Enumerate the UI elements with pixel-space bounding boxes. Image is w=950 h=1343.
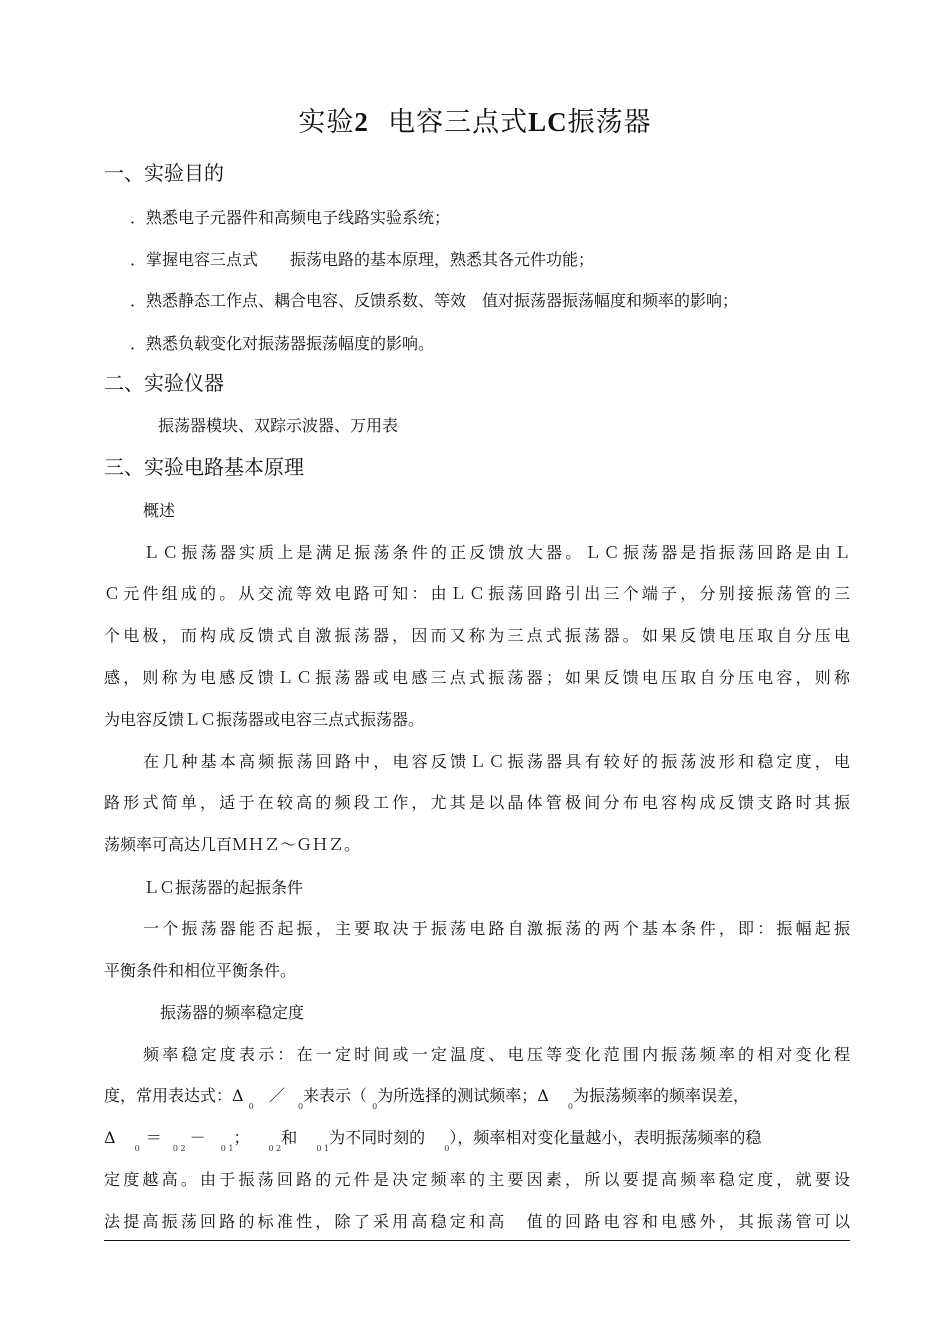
title-lc: LC: [528, 107, 568, 137]
paragraph-1-line-3: 个电极，而构成反馈式自激振荡器，因而又称为三点式振荡器。如果反馈电压取自分压电: [104, 626, 850, 645]
purpose-item-1: ．熟悉电子元器件和高频电子线路实验系统；: [130, 208, 451, 227]
paragraph-2-line-1: 在几种基本高频振荡回路中，电容反馈ＬＣ振荡器具有较好的振荡波形和稳定度，电: [143, 752, 850, 771]
subheading-frequency-stability: 振荡器的频率稳定度: [160, 1003, 305, 1022]
subscript: 0: [444, 1144, 450, 1153]
paragraph-1-line-5: 为电容反馈ＬＣ振荡器或电容三点式振荡器。: [104, 710, 425, 729]
formula-text: Δ: [104, 1128, 116, 1147]
paragraph-4-line-5: 法提高振荡回路的标准性，除了采用高稳定和高 值的回路电容和电感外，其振荡管可以: [104, 1212, 850, 1231]
formula-text: 为不同时刻的: [329, 1128, 426, 1147]
paragraph-3-line-2: 平衡条件和相位平衡条件。: [104, 961, 297, 980]
subscript: 0 1: [316, 1144, 330, 1153]
paragraph-2-line-2: 路形式简单，适于在较高的频段工作，尤其是以晶体管极间分布电容构成反馈支路时其振: [104, 793, 850, 812]
formula-text: ；: [233, 1128, 250, 1147]
subscript: 0 2: [172, 1144, 186, 1153]
paragraph-2-line-3: 荡频率可高达几百ＭＨＺ～ＧＨＺ。: [104, 835, 361, 854]
document-title: [0, 100, 950, 139]
title-prefix: 实验: [298, 107, 355, 138]
formula-text: ／: [268, 1086, 285, 1105]
paragraph-4-line-3: [104, 1125, 850, 1153]
subscript: 0: [567, 1102, 573, 1111]
purpose-item-3: ．熟悉静态工作点、耦合电容、反馈系数、等效 值对振荡器振荡幅度和频率的影响；: [130, 291, 739, 310]
subscript: 0 1: [220, 1144, 234, 1153]
instruments-list: 振荡器模块、双踪示波器、万用表: [158, 416, 399, 435]
paragraph-4-line-1: 频率稳定度表示：在一定时间或一定温度、电压等变化范围内振荡频率的相对变化程: [143, 1045, 850, 1064]
formula-text: 来表示（: [303, 1086, 368, 1105]
title-number: 2: [354, 107, 369, 137]
section-heading-instruments: 二、实验仪器: [104, 371, 224, 395]
purpose-item-2: ．掌握电容三点式 振荡电路的基本原理，熟悉其各元件功能；: [130, 250, 595, 269]
subscript: 0: [134, 1144, 140, 1153]
formula-text: 为振荡频率的频率误差，: [573, 1086, 750, 1105]
title-middle: 电容三点式: [368, 107, 529, 138]
formula-text: ＝: [145, 1128, 162, 1147]
formula-text: ），频率相对变化量越小，表明振荡频率的稳: [449, 1128, 762, 1147]
formula-text: －: [189, 1128, 206, 1147]
paragraph-4-line-2: [104, 1083, 850, 1111]
paragraph-1-line-1: ＬＣ振荡器实质上是满足振荡条件的正反馈放大器。ＬＣ振荡器是指振荡回路是由Ｌ: [143, 543, 850, 562]
formula-text: 度，常用表达式：Δ: [104, 1086, 244, 1105]
subheading-start-condition: ＬＣ振荡器的起振条件: [143, 878, 304, 897]
section-heading-purpose: 一、实验目的: [104, 161, 224, 185]
subscript: 0: [297, 1102, 304, 1111]
subscript: 0: [248, 1102, 254, 1111]
title-suffix: 振荡器: [567, 107, 652, 138]
subscript: 0: [372, 1102, 378, 1111]
purpose-item-4: ．熟悉负载变化对振荡器振荡幅度的影响。: [130, 334, 435, 353]
subscript: 0 2: [268, 1144, 282, 1153]
paragraph-3-line-1: 一个振荡器能否起振，主要取决于振荡电路自激振荡的两个基本条件，即：振幅起振: [143, 919, 850, 938]
formula-text: 为所选择的测试频率；Δ: [377, 1086, 549, 1105]
page-bottom-rule: [104, 1240, 850, 1241]
formula-text: 和: [281, 1128, 298, 1147]
section-heading-principle: 三、实验电路基本原理: [104, 455, 304, 479]
paragraph-1-line-4: 感，则称为电感反馈ＬＣ振荡器或电感三点式振荡器；如果反馈电压取自分压电容，则称: [104, 668, 850, 687]
paragraph-4-line-4: 定度越高。由于振荡回路的元件是决定频率的主要因素，所以要提高频率稳定度，就要设: [104, 1170, 850, 1189]
subheading-overview: 概述: [143, 501, 176, 520]
paragraph-1-line-2: Ｃ元件组成的。从交流等效电路可知：由ＬＣ振荡回路引出三个端子，分别接振荡管的三: [104, 584, 850, 603]
